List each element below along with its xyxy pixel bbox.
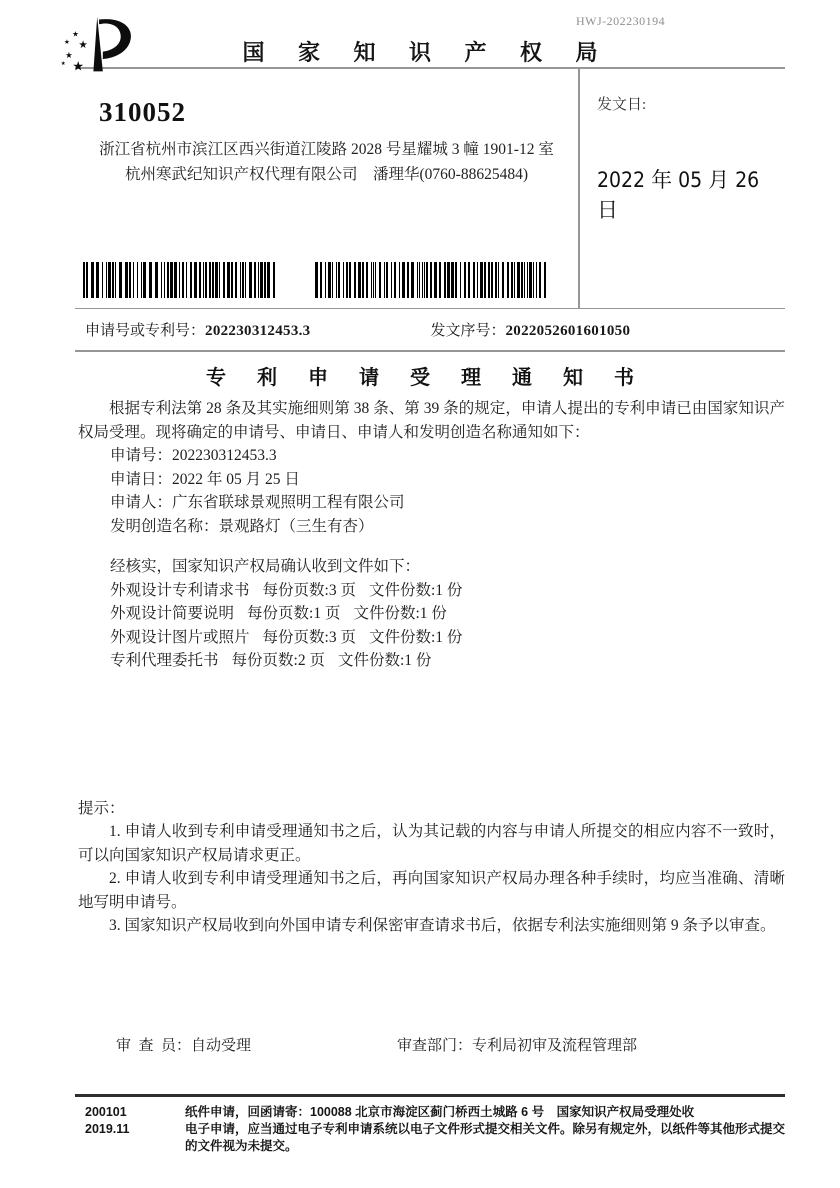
footer-row-electronic	[85, 1121, 785, 1155]
svg-text:★: ★	[65, 50, 73, 61]
document-copies: 文件份数:1 份	[337, 652, 432, 669]
svg-text:★: ★	[72, 29, 79, 39]
notice-intro-paragraph: 根据专利法第 28 条及其实施细则第 38 条、第 39 条的规定，申请人提出的专利申请已由国家知识产权局受理。现将确定的申请号、申请日、申请人和发明创造名称通知如下：	[78, 400, 785, 441]
hints-title: 提示：	[78, 799, 125, 817]
notice-title: 专 利 申 请 受 理 通 知 书	[206, 367, 647, 389]
hint-item-1: 1. 申请人收到专利申请受理通知书之后，认为其记载的内容与申请人所提交的相应内容不一致时，可以向国家知识产权局请求更正。	[78, 823, 785, 864]
footer-text: 纸件申请，回函请寄：100088 北京市海淀区蓟门桥西土城路 6 号 国家知识产权局受理处收	[185, 1105, 695, 1119]
svg-text:★: ★	[64, 39, 70, 47]
field-value: 202230312453.3	[172, 447, 277, 464]
document-pages: 每份页数:3 页	[262, 628, 356, 646]
svg-text:★: ★	[78, 39, 88, 51]
field-value: 广东省联球景观照明工程有限公司	[172, 494, 405, 511]
serial-number-value: 2022052601601050	[505, 323, 631, 339]
field-application-date	[110, 468, 785, 492]
received-documents-list	[110, 579, 785, 673]
document-copies: 文件份数:1 份	[368, 628, 463, 646]
application-number-label: 申请号或专利号：	[85, 323, 206, 339]
addressee-section	[75, 69, 785, 308]
field-label: 申请号：	[110, 447, 173, 464]
field-application-no	[110, 444, 785, 468]
addressee-block	[75, 69, 578, 308]
address-line-1: 浙江省杭州市滨江区西兴街道江陵路 2028 号星耀城 3 幢 1901-12 室	[99, 141, 554, 158]
barcode-left-icon	[83, 262, 277, 298]
application-number-group	[75, 319, 310, 340]
document-ref-number: HWJ-202230194	[576, 14, 666, 28]
hint-item-3: 3. 国家知识产权局收到向外国申请专利保密审查请求书后，依据专利法实施细则第 9 条予以审查。	[109, 917, 776, 934]
issue-date-label: 发文日:	[597, 97, 647, 113]
postcode: 310052	[99, 97, 186, 127]
document-item	[110, 649, 785, 673]
footer-divider	[75, 1094, 785, 1097]
notice-body	[78, 397, 785, 1058]
hint-item-2: 2. 申请人收到专利申请受理通知书之后，再向国家知识产权局办理各种手续时，均应当准确、清晰地写明申请号。	[78, 870, 785, 911]
field-label: 发明创造名称：	[110, 517, 219, 535]
document-name: 外观设计图片或照片	[110, 628, 250, 646]
document-copies: 文件份数:1 份	[368, 581, 463, 599]
examiner-label: 审 查 员：	[116, 1037, 192, 1054]
confirm-intro: 经核实，国家知识产权局确认收到文件如下：	[110, 558, 421, 575]
examiner-group	[116, 1035, 251, 1059]
issue-date-block	[578, 69, 785, 308]
application-number-row	[75, 309, 785, 350]
footer-row-paper	[85, 1104, 785, 1121]
svg-text:★: ★	[60, 60, 66, 67]
document-copies: 文件份数:1 份	[353, 605, 447, 622]
serial-number-group	[420, 319, 630, 340]
field-applicant	[110, 491, 785, 515]
field-invention-name	[110, 515, 785, 539]
footer-code: 2019.11	[85, 1122, 130, 1136]
document-item	[110, 602, 785, 626]
document-name: 外观设计专利请求书	[110, 581, 250, 599]
recipient-address	[75, 137, 578, 187]
address-line-2: 杭州寒武纪知识产权代理有限公司 潘理华(0760-88625484)	[125, 166, 528, 183]
field-value: 景观路灯（三生有杏）	[218, 517, 374, 535]
department-value: 专利局初审及流程管理部	[472, 1037, 638, 1054]
field-value: 2022 年 05 月 25 日	[172, 470, 300, 488]
document-pages: 每份页数:3 页	[262, 581, 356, 599]
barcode-row	[83, 262, 547, 298]
department-group	[397, 1035, 637, 1059]
application-number-value: 202230312453.3	[205, 323, 311, 339]
title-divider	[75, 350, 785, 352]
footer-text: 电子申请，应当通过电子专利申请系统以电子文件形式提交相关文件。除另有规定外，以纸件等其他形式提交的文件视为未提交。	[185, 1122, 786, 1153]
field-label: 申请日：	[110, 470, 173, 488]
document-name: 专利代理委托书	[110, 652, 219, 669]
hints-section	[78, 797, 785, 938]
document-item	[110, 626, 785, 650]
office-title: 国 家 知 识 产 权 局	[242, 40, 612, 65]
department-label: 审查部门：	[397, 1037, 473, 1054]
document-item	[110, 579, 785, 603]
field-label: 申请人：	[110, 494, 173, 511]
barcode-right-icon	[315, 262, 547, 298]
issue-date-value: 2022 年 05 月 26 日	[597, 168, 760, 222]
application-fields	[110, 444, 785, 538]
footer-code: 200101	[85, 1105, 127, 1119]
document-pages: 每份页数:2 页	[231, 652, 325, 669]
svg-text:★: ★	[72, 58, 85, 74]
footer-notes	[85, 1104, 785, 1155]
signoff-row	[78, 1035, 785, 1059]
document-name: 外观设计简要说明	[110, 605, 235, 622]
document-pages: 每份页数:1 页	[247, 605, 341, 622]
examiner-value: 自动受理	[191, 1037, 252, 1054]
serial-number-label: 发文序号：	[430, 323, 506, 339]
